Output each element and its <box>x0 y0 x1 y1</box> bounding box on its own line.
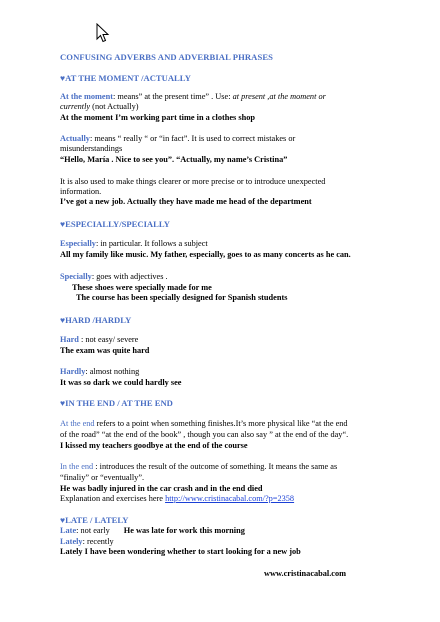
term-especially: Especially <box>60 239 96 248</box>
explanation-line: Explanation and exercises here http://www.cristinacabal.com/?p=2358 <box>60 494 295 503</box>
footer-website: www.cristinacabal.com <box>264 569 347 578</box>
definition-especially: Especially: in particular. It follows a subject <box>60 239 208 248</box>
example-actually: “Hello, María . Nice to see you”. “Actually, my name’s Cristina” <box>60 155 288 164</box>
term-hard: Hard <box>60 335 79 344</box>
term-late: Late <box>60 526 77 535</box>
definition-in-the-end-cont: “finaliy” or “eventually”. <box>60 473 145 482</box>
definition-hard: Hard : not easy/ severe <box>60 335 139 344</box>
example-at-the-end: I kissed my teachers goodbye at the end of the course <box>60 441 248 450</box>
document-title: CONFUSING ADVERBS AND ADVERBIAL PHRASES <box>60 52 274 62</box>
example-especially: All my family like music. My father, especially, goes to as many concerts as he can. <box>60 250 351 259</box>
definition-at-the-moment-cont: currently (not Actually) <box>60 102 139 111</box>
term-at-the-end: At the end <box>60 419 95 428</box>
example-actually-2: I’ve got a new job. Actually they have made me head of the department <box>60 197 312 206</box>
definition-at-the-end: At the end refers to a point when something finishes.It’s more physical like “at the end <box>60 419 348 428</box>
definition-at-the-moment: At the moment: means” at the present time” . Use: at present ,at the moment or <box>60 92 326 101</box>
example-specially-2: The course has been specially designed for Spanish students <box>76 293 288 302</box>
mouse-pointer-icon <box>96 23 110 43</box>
example-at-the-moment: At the moment I’m working part time in a clothes shop <box>60 113 255 122</box>
example-specially-1: These shoes were specially made for me <box>72 283 212 292</box>
example-late: He was late for work this morning <box>123 526 245 535</box>
term-lately: Lately <box>60 537 83 546</box>
note-actually: It is also used to make things clearer or more precise or to introduce unexpected <box>60 177 326 186</box>
note-actually-cont: information. <box>60 187 102 196</box>
section-heading-end: ♥IN THE END / AT THE END <box>60 398 173 408</box>
example-in-the-end: He was badly injured in the car crash and in the end died <box>60 484 263 493</box>
term-at-the-moment: At the moment <box>60 92 113 101</box>
definition-lately: Lately: recently <box>60 537 114 546</box>
definition-at-the-end-cont: of the road” “at the end of the book” , though you can also say ” at the end of the day“. <box>60 430 349 439</box>
definition-actually-cont: misunderstandings <box>60 144 123 153</box>
example-lately: Lately I have been wondering whether to start looking for a new job <box>60 547 301 556</box>
definition-specially: Specially: goes with adjectives . <box>60 272 168 281</box>
section-heading-moment: ♥AT THE MOMENT /ACTUALLY <box>60 73 191 83</box>
term-specially: Specially <box>60 272 92 281</box>
example-hardly: It was so dark we could hardly see <box>60 378 182 387</box>
section-heading-late: ♥LATE / LATELY <box>60 515 129 525</box>
exercises-link[interactable]: http://www.cristinacabal.com/?p=2358 <box>165 494 295 503</box>
definition-in-the-end: In the end : introduces the result of the outcome of something. It means the same as <box>60 462 338 471</box>
term-actually: Actually <box>60 134 90 143</box>
definition-hardly: Hardly: almost nothing <box>60 367 140 376</box>
definition-actually: Actually: means “ really “ or “in fact”. It is used to correct mistakes or <box>60 134 296 143</box>
definition-late: Late: not early He was late for work this morning <box>60 526 245 535</box>
section-heading-hard: ♥HARD /HARDLY <box>60 315 132 325</box>
example-hard: The exam was quite hard <box>60 346 150 355</box>
term-hardly: Hardly <box>60 367 86 376</box>
term-in-the-end: In the end <box>60 462 94 471</box>
section-heading-especially: ♥ESPECIALLY/SPECIALLY <box>60 219 171 229</box>
